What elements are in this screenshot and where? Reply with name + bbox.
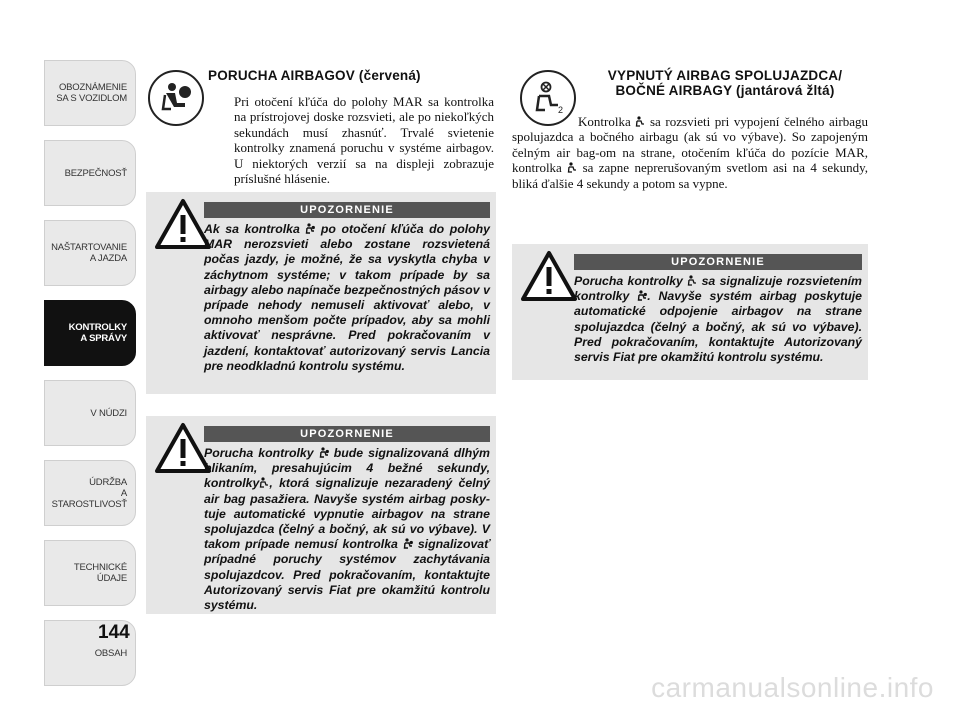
tab-udrzba[interactable] <box>44 460 136 526</box>
tab-v-nudzi[interactable] <box>44 380 136 446</box>
warning-text <box>150 446 490 613</box>
svg-text:2: 2 <box>558 105 564 115</box>
tab-label: TECHNICKÉ ÚDAJE <box>73 562 127 584</box>
tab-label: ÚDRŽBA A STAROSTLIVOSŤ <box>51 476 127 510</box>
tab-label: OBSAH <box>94 647 127 659</box>
body-part1: Kontrolka <box>578 114 631 129</box>
title-line1: VYPNUTÝ AIRBAG SPOLUJAZDCA/ <box>607 68 843 83</box>
tab-oboznamenie[interactable] <box>44 60 136 126</box>
warning-text-part: . Navyše systém airbag poskytuje automatické odpojenie airbagov na strane spolujazdca (čelný a bočný, ak sú vo výbave). Pred pokračovaním, kontaktujte Autorizovaný servis Fiat pre okamžitú kontrolu systému. <box>574 289 862 365</box>
watermark: carmanualsonline.info <box>651 672 934 703</box>
airbag-warning-icon <box>637 290 647 301</box>
airbag-warning-icon <box>403 538 413 549</box>
tab-label: KONTROLKY A SPRÁVY <box>68 322 127 344</box>
warning-text-part: Porucha kontrolky <box>204 446 314 460</box>
warning-header: UPOZORNENIE <box>204 426 490 442</box>
warning-text-part: Ak sa kontrolka <box>204 222 300 236</box>
tab-bezpecnost[interactable] <box>44 140 136 206</box>
tab-kontrolky[interactable] <box>44 300 136 366</box>
warning-header: UPOZORNENIE <box>574 254 862 270</box>
title-text: PORUCHA AIRBAGOV <box>208 68 355 83</box>
tab-label: OBOZNÁMENIE SA S VOZIDLOM <box>56 82 127 104</box>
body-part3: sa zapne neprerušovaným svetlom asi na 4 sekundy, bliká ďalšie 4 sekundy a potom sa vypne. <box>512 160 869 191</box>
tab-technicke-udaje[interactable] <box>44 540 136 606</box>
left-section-title <box>208 68 493 83</box>
tab-label: BEZPEČNOSŤ <box>64 167 127 179</box>
warning-text-part: Porucha kontrolky <box>574 274 683 288</box>
warning-text <box>516 274 862 365</box>
tab-nastartovanie[interactable] <box>44 220 136 286</box>
warning-text-part: signalizovať prípadné poruchy systémov zachytávania spolujazdcov. Pred pokračovaním, kontaktujte Autorizovaný servis Fiat pre okamžitú kontrolu systému. <box>204 537 491 613</box>
warning-box-2 <box>146 416 496 614</box>
warning-text-part: , ktorá signalizuje nezaradený čelný air bag pasažiera. Navyše systém airbag poskytuje automatické vypnutie airbagov na strane spolujazdca (čelný a bočný, ak sú vo výbave). V takom prípade nemusí kontrolka <box>204 476 490 552</box>
tab-label: V NÚDZI <box>90 407 127 419</box>
passenger-airbag-off-icon <box>259 477 269 488</box>
warning-text-part: bude signalizovaná dlhým blikaním, presahujúcim 4 bežné sekundy, kontrolky <box>204 446 490 491</box>
warning-header: UPOZORNENIE <box>204 202 490 218</box>
right-section-body <box>512 114 868 191</box>
body-part2: sa rozsvieti pri vypojení čelného airbagu spolujazdca a bočného airbagu (ak sú vo výbave). So zapojeným čelným air bag-om na strane, otočením kľúča do pozície MAR, kontrolka <box>512 114 869 176</box>
warning-box-1 <box>146 192 496 394</box>
passenger-airbag-off-icon <box>635 116 645 127</box>
title-color: (červená) <box>358 68 421 83</box>
tab-label: NAŠTARTOVANIE A JAZDA <box>51 242 127 264</box>
right-section-title <box>580 68 870 98</box>
passenger-airbag-off-icon <box>687 275 697 286</box>
airbag-warning-icon <box>305 223 315 234</box>
warning-box-3 <box>512 244 868 380</box>
airbag-warning-icon <box>319 447 329 458</box>
passenger-airbag-off-icon <box>567 162 577 173</box>
warning-text-part: sa signalizuje rozsvietením kontrolky <box>574 274 862 304</box>
warning-text <box>150 222 490 374</box>
page-number: 144 <box>98 622 130 643</box>
title-line2: BOČNÉ AIRBAGY <box>615 83 733 98</box>
body-paragraph: Pri otočení kľúča do polohy MAR sa kontrolka na prístrojovej doske rozsvieti, ale po niekoľkých sekundách musí zhasnúť. Trvalé svietenie kontrolky znamená poruchu v systéme airbagov. U niektorých verzií sa na displeji zobrazuje príslušné hlásenie. <box>234 94 494 187</box>
title-color: (jantárová žltá) <box>736 83 835 98</box>
left-section-body <box>148 94 494 186</box>
warning-text-part: po otočení kľúča do polohy MAR nerozsvieti alebo zostane rozsvietená počas jazdy, je možné, že sa vyskytla chyba v záchytnom systéme; v takom prípade by sa airbagy alebo napínače bezpečnostných pásov v prípade nehody nemuseli aktivovať alebo, v omnoho menšom počte prípadov, aby sa mohli aktivovať nesprávne. Pred pokračovaním v jazdení, kontaktovať autorizovaný servis Lancia pre neodkladnú kontrolu systému. <box>204 222 491 373</box>
